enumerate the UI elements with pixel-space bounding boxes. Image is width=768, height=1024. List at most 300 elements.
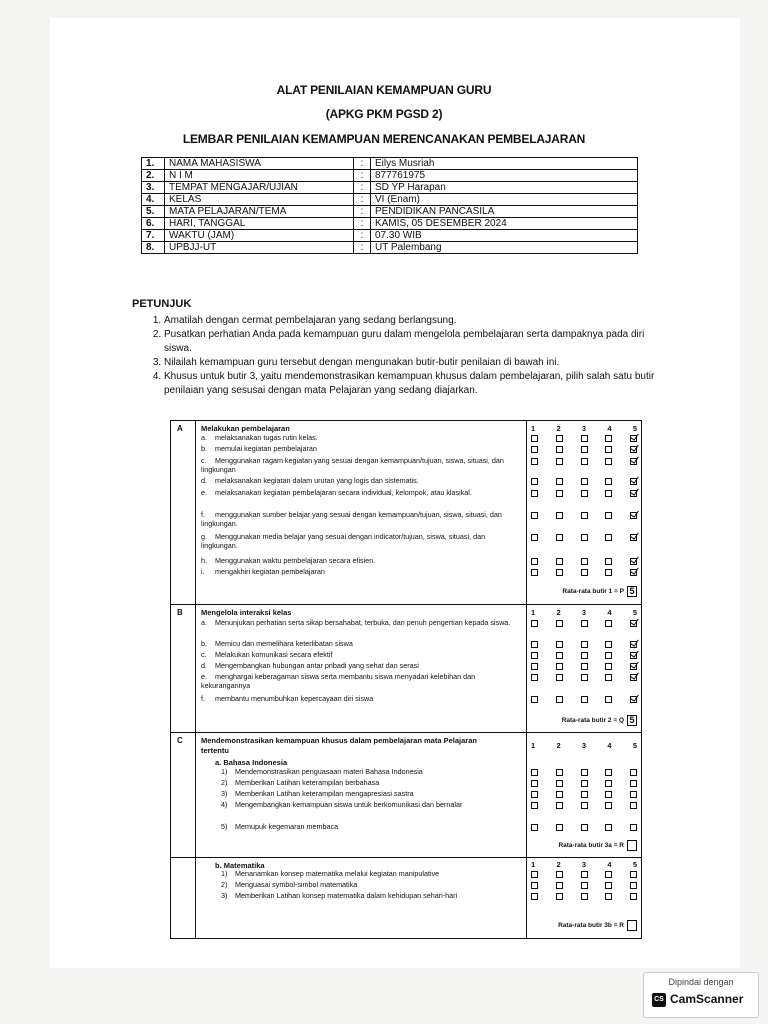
criterion-mark: 2): [221, 778, 228, 787]
rating-checkbox[interactable]: [581, 435, 588, 442]
criterion-mark: f.: [201, 694, 205, 703]
rating-checkbox[interactable]: [605, 435, 612, 442]
rating-checkbox[interactable]: [605, 893, 612, 900]
camscanner-logo-icon: CS: [652, 993, 666, 1007]
rating-checkbox[interactable]: [581, 802, 588, 809]
section-c-bahasa: [171, 732, 641, 857]
scale-number: 2: [556, 860, 561, 869]
row-label: TEMPAT MENGAJAR/UJIAN: [165, 182, 354, 194]
rating-checkbox[interactable]: [556, 512, 563, 519]
criterion-mark: 1): [221, 869, 228, 878]
rating-boxes: [531, 674, 637, 681]
criterion-mark: b.: [201, 639, 207, 648]
rating-boxes: [531, 458, 637, 465]
rating-checkbox[interactable]: [630, 769, 637, 776]
scale-number: 3: [581, 424, 587, 433]
row-number: 1.: [142, 158, 165, 170]
identity-row: [142, 206, 638, 218]
column-divider: [195, 421, 196, 604]
rating-checkbox[interactable]: [605, 696, 612, 703]
criterion-mark: b.: [201, 444, 207, 453]
rating-checkbox[interactable]: [630, 478, 637, 485]
section-title: Mendemonstrasikan kemampuan khusus dalam pembelajaran mata Pelajaran tertentu: [201, 736, 477, 755]
rating-boxes: [531, 569, 637, 576]
rating-boxes: [531, 534, 637, 541]
rating-checkbox[interactable]: [556, 652, 563, 659]
sheet-title: LEMBAR PENILAIAN KEMAMPUAN MERENCANAKAN PEMBELAJARAN: [182, 132, 586, 146]
instruction-item: 1. Amatilah dengan cermat pembelajaran yang sedang berlangsung.: [164, 314, 664, 328]
criterion-item: [201, 673, 511, 690]
row-label: MATA PELAJARAN/TEMA: [165, 206, 354, 218]
watermark-caption: Dipindai dengan: [668, 977, 734, 987]
rating-checkbox[interactable]: [605, 871, 612, 878]
rating-checkbox[interactable]: [630, 458, 637, 465]
criterion-text: memulai kegiatan pembelajaran: [215, 444, 317, 453]
row-colon: :: [354, 242, 371, 254]
rating-checkbox[interactable]: [605, 769, 612, 776]
criterion-text: Memberikan Latihan keterampilan berbahasa: [235, 778, 380, 787]
scale-number: 2: [556, 608, 561, 617]
identity-row: [142, 182, 638, 194]
scale-number: 5: [632, 860, 637, 869]
rating-boxes: [531, 620, 637, 627]
column-divider: [195, 733, 196, 857]
scale-number: 3: [581, 608, 587, 617]
average-label: Rata-rata butir 2 = Q: [561, 717, 624, 724]
row-value: PENDIDIKAN PANCASILA: [371, 206, 638, 218]
scale-header: [531, 424, 637, 433]
column-divider: [195, 605, 196, 732]
criterion-mark: i.: [201, 567, 205, 576]
average-value-box[interactable]: [627, 840, 637, 851]
row-value: 07.30 WIB: [371, 230, 638, 242]
rating-checkbox[interactable]: [605, 478, 612, 485]
column-divider: [526, 858, 527, 938]
row-label: UPBJJ-UT: [165, 242, 354, 254]
rating-checkbox[interactable]: [581, 791, 588, 798]
rating-checkbox[interactable]: [531, 871, 538, 878]
rating-checkbox[interactable]: [605, 534, 612, 541]
rating-checkbox[interactable]: [556, 478, 563, 485]
section-letter: C: [177, 736, 183, 745]
section-title: Mengelola interaksi kelas: [201, 608, 292, 617]
rating-checkbox[interactable]: [581, 780, 588, 787]
rating-boxes: [531, 780, 637, 787]
rating-checkbox[interactable]: [531, 893, 538, 900]
scale-number: 5: [632, 741, 637, 750]
row-colon: :: [354, 194, 371, 206]
criterion-item: [201, 489, 511, 498]
rating-checkbox[interactable]: [556, 674, 563, 681]
row-value: UT Palembang: [371, 242, 638, 254]
rating-checkbox[interactable]: [630, 534, 637, 541]
rating-checkbox[interactable]: [556, 791, 563, 798]
criterion-mark: g.: [201, 532, 207, 541]
rating-boxes: [531, 652, 637, 659]
rating-checkbox[interactable]: [630, 490, 637, 497]
rating-checkbox[interactable]: [630, 512, 637, 519]
rating-checkbox[interactable]: [556, 882, 563, 889]
column-divider: [526, 605, 527, 732]
criterion-mark: h.: [201, 556, 207, 565]
criterion-text: Menanamkan konsep matematika melalui kegiatan manipulative: [235, 869, 440, 878]
criterion-text: Memberikan Latihan keterampilan mengapresiasi sastra: [235, 789, 414, 798]
rating-checkbox[interactable]: [556, 534, 563, 541]
criterion-text: Menggunakan ragam kegiatan yang sesuai dengan kemampuan/tujuan, siswa, situasi, dan lingkungan: [201, 456, 504, 474]
rating-checkbox[interactable]: [556, 663, 563, 670]
subsection-title: b. Matematika: [215, 861, 265, 870]
identity-row: [142, 170, 638, 182]
rating-boxes: [531, 893, 637, 900]
rating-checkbox[interactable]: [630, 802, 637, 809]
rating-checkbox[interactable]: [581, 769, 588, 776]
criterion-mark: 2): [221, 880, 228, 889]
identity-row: [142, 218, 638, 230]
rating-checkbox[interactable]: [531, 696, 538, 703]
criterion-item: [201, 511, 511, 528]
document-title: ALAT PENILAIAN KEMAMPUAN GURU: [276, 83, 492, 97]
rating-checkbox[interactable]: [581, 674, 588, 681]
criterion-text: menghargai keberagaman siswa serta membantu siswa menyadari kelebihan dan kekurangannya: [201, 672, 476, 690]
rating-checkbox[interactable]: [531, 802, 538, 809]
identity-row: [142, 194, 638, 206]
scale-number: 4: [607, 424, 612, 433]
instructions-list: [148, 314, 664, 398]
rating-checkbox[interactable]: [556, 569, 563, 576]
column-divider: [526, 733, 527, 857]
rating-checkbox[interactable]: [581, 512, 588, 519]
rating-checkbox[interactable]: [581, 871, 588, 878]
criterion-text: Menggunakan waktu pembelajaran secara efisien.: [215, 556, 376, 565]
rating-checkbox[interactable]: [556, 824, 563, 831]
rating-checkbox[interactable]: [531, 791, 538, 798]
average-row: [531, 715, 637, 726]
criterion-item: [221, 892, 511, 901]
scale-number: 1: [531, 424, 536, 433]
criterion-item: [201, 662, 511, 671]
row-number: 7.: [142, 230, 165, 242]
rating-checkbox[interactable]: [531, 490, 538, 497]
row-colon: :: [354, 206, 371, 218]
scale-number: 3: [581, 860, 587, 869]
identity-row: [142, 242, 638, 254]
rating-checkbox[interactable]: [605, 512, 612, 519]
criterion-item: [201, 651, 511, 660]
rating-checkbox[interactable]: [531, 534, 538, 541]
rating-checkbox[interactable]: [630, 780, 637, 787]
criterion-mark: 1): [221, 767, 228, 776]
criterion-mark: 4): [221, 800, 228, 809]
criterion-item: [221, 790, 511, 799]
criterion-text: Menunjukan perhatian serta sikap bersahabat, terbuka, dan penuh pengertian kepada siswa.: [215, 618, 511, 627]
rating-boxes: [531, 512, 637, 519]
criterion-item: [221, 823, 511, 832]
rating-checkbox[interactable]: [605, 674, 612, 681]
rating-checkbox[interactable]: [581, 893, 588, 900]
rating-boxes: [531, 490, 637, 497]
criterion-text: mengakhiri kegiatan pembelajaran: [215, 567, 325, 576]
criterion-text: Mengembangkan hubungan antar pribadi yang sehat dan serasi: [215, 661, 419, 670]
rating-checkbox[interactable]: [605, 446, 612, 453]
criterion-text: Memberikan Latihan konsep matematika dalam kehidupan sehari-hari: [235, 891, 458, 900]
scale-number: 4: [607, 860, 612, 869]
identity-table: [141, 157, 638, 254]
subsection-title: a. Bahasa Indonesia: [215, 758, 288, 767]
rating-checkbox[interactable]: [581, 696, 588, 703]
criterion-mark: c.: [201, 650, 207, 659]
criterion-item: [201, 695, 511, 704]
average-row: [531, 840, 637, 851]
rating-checkbox[interactable]: [581, 641, 588, 648]
criterion-item: [221, 801, 511, 810]
rating-checkbox[interactable]: [630, 674, 637, 681]
criterion-text: Menguasai symbol-simbol matematika: [235, 880, 358, 889]
scale-number: 5: [632, 608, 637, 617]
row-number: 4.: [142, 194, 165, 206]
rating-checkbox[interactable]: [531, 569, 538, 576]
rating-boxes: [531, 871, 637, 878]
average-value-box[interactable]: [627, 920, 637, 931]
rating-checkbox[interactable]: [630, 446, 637, 453]
row-number: 5.: [142, 206, 165, 218]
rating-checkbox[interactable]: [531, 824, 538, 831]
row-number: 3.: [142, 182, 165, 194]
criterion-text: Mendemonstrasikan penguasaan materi Bahasa Indonesia: [235, 767, 423, 776]
rating-checkbox[interactable]: [605, 458, 612, 465]
rating-checkbox[interactable]: [605, 620, 612, 627]
rating-checkbox[interactable]: [605, 558, 612, 565]
rating-checkbox[interactable]: [556, 780, 563, 787]
scale-number: 4: [607, 741, 612, 750]
criterion-mark: 5): [221, 822, 228, 831]
rating-checkbox[interactable]: [605, 882, 612, 889]
rating-checkbox[interactable]: [531, 641, 538, 648]
scale-number: 2: [556, 424, 561, 433]
criterion-item: [201, 445, 511, 454]
criterion-item: [201, 477, 511, 486]
rating-checkbox[interactable]: [630, 558, 637, 565]
row-number: 8.: [142, 242, 165, 254]
rating-checkbox[interactable]: [531, 620, 538, 627]
instruction-item: 2. Pusatkan perhatian Anda pada kemampuan guru dalam mengelola pembelajaran serta dampaknya pada diri siswa.: [164, 328, 664, 356]
rating-checkbox[interactable]: [581, 652, 588, 659]
rating-checkbox[interactable]: [605, 791, 612, 798]
row-label: WAKTU (JAM): [165, 230, 354, 242]
rating-checkbox[interactable]: [581, 824, 588, 831]
identity-row: [142, 230, 638, 242]
rating-checkbox[interactable]: [556, 893, 563, 900]
average-row: [531, 920, 637, 931]
section-title: Melakukan pembelajaran: [201, 424, 290, 433]
criterion-text: Menggunakan media belajar yang sesuai dengan indicator/tujuan, siswa, situasi, dan lingkungan.: [201, 532, 486, 550]
rating-checkbox[interactable]: [556, 446, 563, 453]
rating-checkbox[interactable]: [556, 435, 563, 442]
rating-checkbox[interactable]: [556, 558, 563, 565]
rating-checkbox[interactable]: [581, 663, 588, 670]
rating-checkbox[interactable]: [581, 882, 588, 889]
rating-boxes: [531, 696, 637, 703]
rating-checkbox[interactable]: [630, 696, 637, 703]
rating-checkbox[interactable]: [531, 780, 538, 787]
criterion-text: melaksanakan kegiatan dalam urutan yang logis dan sistematis.: [215, 476, 419, 485]
criterion-item: [201, 619, 511, 628]
rating-checkbox[interactable]: [581, 458, 588, 465]
rating-checkbox[interactable]: [630, 620, 637, 627]
rating-checkbox[interactable]: [531, 458, 538, 465]
section-letter: A: [177, 424, 183, 433]
section-b: [171, 604, 641, 732]
rating-checkbox[interactable]: [531, 558, 538, 565]
criterion-mark: c.: [201, 456, 207, 465]
row-value: SD YP Harapan: [371, 182, 638, 194]
row-label: N I M: [165, 170, 354, 182]
criterion-text: Melakukan komunikasi secara efektif: [215, 650, 333, 659]
rating-checkbox[interactable]: [581, 558, 588, 565]
scale-number: 3: [581, 741, 587, 750]
criterion-mark: e.: [201, 672, 207, 681]
rating-checkbox[interactable]: [605, 490, 612, 497]
average-row: [531, 586, 637, 597]
rating-checkbox[interactable]: [556, 490, 563, 497]
instructions-heading: PETUNJUK: [132, 298, 192, 310]
instruction-item: 3. Nilailah kemampuan guru tersebut dengan mengunakan butir-butir penilaian di bawah ini.: [164, 356, 664, 370]
rating-checkbox[interactable]: [581, 478, 588, 485]
criterion-text: Memupuk kegemaran membaca: [235, 822, 339, 831]
scale-number: 5: [632, 424, 637, 433]
criterion-mark: a.: [201, 618, 207, 627]
scale-header: [531, 860, 637, 869]
rating-checkbox[interactable]: [531, 435, 538, 442]
scale-number: 1: [531, 741, 536, 750]
rating-checkbox[interactable]: [630, 824, 637, 831]
criterion-item: [201, 533, 511, 550]
rating-checkbox[interactable]: [556, 641, 563, 648]
criterion-mark: f.: [201, 510, 205, 519]
rating-checkbox[interactable]: [630, 435, 637, 442]
rating-boxes: [531, 446, 637, 453]
rating-checkbox[interactable]: [581, 569, 588, 576]
rating-checkbox[interactable]: [630, 791, 637, 798]
rating-checkbox[interactable]: [630, 652, 637, 659]
rating-checkbox[interactable]: [630, 893, 637, 900]
criterion-item: [221, 870, 511, 879]
criterion-mark: 3): [221, 789, 228, 798]
row-colon: :: [354, 182, 371, 194]
rating-checkbox[interactable]: [581, 446, 588, 453]
criterion-text: Memicu dan memelihara keterlibatan siswa: [215, 639, 353, 648]
row-colon: :: [354, 218, 371, 230]
rating-boxes: [531, 641, 637, 648]
rating-checkbox[interactable]: [531, 674, 538, 681]
criterion-mark: d.: [201, 476, 207, 485]
rating-checkbox[interactable]: [630, 641, 637, 648]
row-label: NAMA MAHASISWA: [165, 158, 354, 170]
assessment-grid: [170, 420, 642, 939]
rating-checkbox[interactable]: [581, 534, 588, 541]
document-subtitle: (APKG PKM PGSD 2): [325, 107, 443, 121]
rating-checkbox[interactable]: [581, 620, 588, 627]
criterion-item: [221, 779, 511, 788]
scale-number: 2: [556, 741, 561, 750]
row-value: VI (Enam): [371, 194, 638, 206]
criterion-item: [221, 881, 511, 890]
rating-checkbox[interactable]: [605, 663, 612, 670]
rating-checkbox[interactable]: [605, 652, 612, 659]
rating-checkbox[interactable]: [605, 569, 612, 576]
average-value-box[interactable]: 5: [627, 586, 637, 597]
scale-header: [531, 741, 637, 750]
rating-checkbox[interactable]: [531, 478, 538, 485]
rating-checkbox[interactable]: [556, 696, 563, 703]
rating-checkbox[interactable]: [531, 512, 538, 519]
scale-header: [531, 608, 637, 617]
row-colon: :: [354, 230, 371, 242]
row-value: 877761975: [371, 170, 638, 182]
row-number: 2.: [142, 170, 165, 182]
criterion-item: [201, 457, 511, 474]
section-c-matematika: [171, 857, 641, 938]
rating-checkbox[interactable]: [531, 446, 538, 453]
rating-checkbox[interactable]: [605, 641, 612, 648]
scale-number: 1: [531, 608, 536, 617]
column-divider: [526, 421, 527, 604]
row-colon: :: [354, 170, 371, 182]
rating-checkbox[interactable]: [531, 882, 538, 889]
rating-boxes: [531, 802, 637, 809]
rating-checkbox[interactable]: [556, 769, 563, 776]
rating-checkbox[interactable]: [605, 780, 612, 787]
criterion-text: menggunakan sumber belajar yang sesuai dengan kemampuan/tujuan, siswa, situasi, dan lingkungan.: [201, 510, 502, 528]
rating-checkbox[interactable]: [531, 769, 538, 776]
criterion-mark: e.: [201, 488, 207, 497]
camscanner-watermark: [643, 972, 759, 1018]
criterion-item: [201, 568, 511, 577]
criterion-text: Mengembangkan kemampuan siswa untuk berkomunikasi dan bernalar: [235, 800, 463, 809]
row-value: KAMIS, 05 DESEMBER 2024: [371, 218, 638, 230]
rating-boxes: [531, 478, 637, 485]
rating-checkbox[interactable]: [630, 569, 637, 576]
watermark-brand: CamScanner: [670, 992, 744, 1006]
rating-checkbox[interactable]: [556, 802, 563, 809]
criterion-item: [201, 557, 511, 566]
scale-number: 1: [531, 860, 536, 869]
criterion-text: melaksanakan kegiatan pembelajaran secara individual, kelompok, atau klasikal.: [215, 488, 472, 497]
row-label: HARI, TANGGAL: [165, 218, 354, 230]
identity-row: [142, 158, 638, 170]
section-a: [171, 421, 641, 604]
rating-checkbox[interactable]: [556, 620, 563, 627]
row-colon: :: [354, 158, 371, 170]
criterion-mark: d.: [201, 661, 207, 670]
rating-boxes: [531, 824, 637, 831]
rating-checkbox[interactable]: [531, 652, 538, 659]
rating-checkbox[interactable]: [581, 490, 588, 497]
average-value-box[interactable]: 5: [627, 715, 637, 726]
row-number: 6.: [142, 218, 165, 230]
criterion-mark: 3): [221, 891, 228, 900]
rating-checkbox[interactable]: [556, 871, 563, 878]
average-label: Rata-rata butir 1 = P: [562, 588, 624, 595]
rating-checkbox[interactable]: [630, 663, 637, 670]
instruction-item: 4. Khusus untuk butir 3, yaitu mendemonstrasikan kemampuan khusus dalam pembelajaran, pilih salah satu butir penilaian yang sesusai dengan mata Pelajaran yang sedang diajarkan.: [164, 370, 664, 398]
rating-checkbox[interactable]: [556, 458, 563, 465]
rating-checkbox[interactable]: [630, 882, 637, 889]
rating-checkbox[interactable]: [605, 824, 612, 831]
rating-checkbox[interactable]: [531, 663, 538, 670]
rating-boxes: [531, 769, 637, 776]
rating-checkbox[interactable]: [630, 871, 637, 878]
rating-checkbox[interactable]: [605, 802, 612, 809]
